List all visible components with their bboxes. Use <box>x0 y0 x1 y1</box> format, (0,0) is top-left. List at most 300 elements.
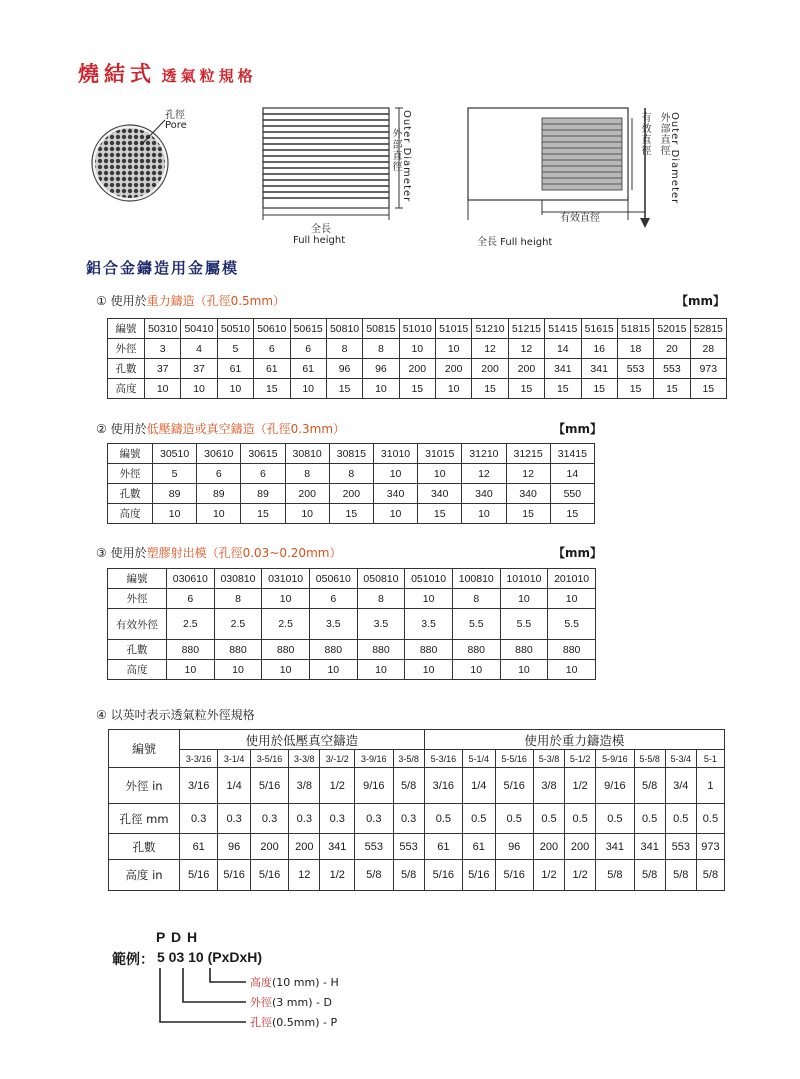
table3-row <box>108 640 596 660</box>
table2-cell: 5 <box>153 464 197 484</box>
table2-unit: 【mm】 <box>553 422 603 436</box>
table3-cell: 880 <box>309 640 357 660</box>
table1-cell: 51215 <box>508 319 544 339</box>
table3-cell: 2.5 <box>262 609 310 640</box>
full-height-en-1: Full height <box>293 235 346 246</box>
table4-cell: 200 <box>250 834 288 860</box>
table3-cell: 201010 <box>548 569 596 589</box>
table4-cell: 5/16 <box>250 768 288 804</box>
table3-cell: 880 <box>262 640 310 660</box>
title-main: 燒結式 <box>78 62 156 86</box>
table1-cell: 15 <box>326 379 362 399</box>
table3-cell: 051010 <box>405 569 453 589</box>
table1-cell: 8 <box>326 339 362 359</box>
table1-row-label: 孔數 <box>108 359 145 379</box>
table1-cell: 15 <box>581 379 617 399</box>
table2-cell: 31215 <box>506 444 550 464</box>
table3-caption <box>96 544 341 561</box>
table3-row-label: 外徑 <box>108 589 167 609</box>
table3-cell: 030610 <box>167 569 215 589</box>
table3-cell: 10 <box>167 660 215 680</box>
table4-cell: 5/16 <box>463 860 495 891</box>
table4-cell: 96 <box>495 834 533 860</box>
table2-cell: 15 <box>241 504 285 524</box>
table2-cell: 8 <box>285 464 329 484</box>
table3-cell: 10 <box>262 660 310 680</box>
example-leader-lines <box>150 966 250 1028</box>
table4-cell: 0.5 <box>665 804 696 834</box>
title-sub: 透氣粒規格 <box>161 67 257 85</box>
table1-cell: 10 <box>181 379 217 399</box>
table3-cell: 10 <box>262 589 310 609</box>
table3-cell: 5.5 <box>548 609 596 640</box>
table4-cell: 1 <box>696 768 724 804</box>
table2-cell: 12 <box>462 464 506 484</box>
table3-cell: 10 <box>548 660 596 680</box>
table3-cell: 8 <box>357 589 405 609</box>
table4-cell: 0.5 <box>533 804 564 834</box>
table1-gravity-casting <box>107 318 727 399</box>
table4-cell: 5/8 <box>355 860 393 891</box>
table4-cell: 1/2 <box>533 860 564 891</box>
table2-row <box>108 504 595 524</box>
table4-row-label: 孔數 <box>109 834 180 860</box>
table1-cell: 51415 <box>545 319 581 339</box>
table4-row <box>109 860 725 891</box>
table4-cell: 0.5 <box>596 804 634 834</box>
table3-cell: 2.5 <box>214 609 262 640</box>
table1-cell: 28 <box>690 339 726 359</box>
table2-highlight: 低壓鑄造或真空鑄造（孔徑0.3mm） <box>146 422 346 436</box>
table1-cell: 37 <box>145 359 181 379</box>
table2-prefix: ② 使用於 <box>96 422 147 436</box>
table4-code-cell: 5-5/8 <box>634 750 665 768</box>
table4-cell: 0.3 <box>355 804 393 834</box>
table2-row <box>108 444 595 464</box>
table3-cell: 880 <box>357 640 405 660</box>
page-title <box>78 58 257 88</box>
table4-cell: 0.3 <box>218 804 250 834</box>
legend-pore-val: (0.5mm) - P <box>272 1016 338 1029</box>
table4-code-cell: 5-1/4 <box>463 750 495 768</box>
table3-cell: 6 <box>167 589 215 609</box>
table4-code-cell: 3-3/8 <box>289 750 320 768</box>
table1-cell: 61 <box>217 359 253 379</box>
table2-cell: 30510 <box>153 444 197 464</box>
table2-row <box>108 464 595 484</box>
table2-cell: 15 <box>418 504 462 524</box>
table4-cell: 1/4 <box>218 768 250 804</box>
table4-cell: 5/16 <box>495 860 533 891</box>
table2-row-label: 高度 <box>108 504 153 524</box>
table2-cell: 31010 <box>373 444 417 464</box>
table1-cell: 200 <box>508 359 544 379</box>
table1-cell: 10 <box>145 379 181 399</box>
table1-cell: 18 <box>617 339 653 359</box>
table1-cell: 15 <box>654 379 690 399</box>
example-letters: P D H <box>156 929 199 945</box>
table1-cell: 10 <box>436 339 472 359</box>
table4-cell: 0.5 <box>565 804 596 834</box>
table3-cell: 3.5 <box>309 609 357 640</box>
table4-cell: 61 <box>180 834 218 860</box>
table4-cell: 5/16 <box>218 860 250 891</box>
table1-cell: 200 <box>399 359 435 379</box>
table4-cell: 3/4 <box>665 768 696 804</box>
table2-cell: 31015 <box>418 444 462 464</box>
table4-cell: 5/8 <box>696 860 724 891</box>
table1-cell: 37 <box>181 359 217 379</box>
table4-code-cell: 5-3/8 <box>533 750 564 768</box>
table4-cell: 1/2 <box>565 860 596 891</box>
table2-cell: 30610 <box>197 444 241 464</box>
table2-cell: 340 <box>506 484 550 504</box>
table1-row-label: 高度 <box>108 379 145 399</box>
table4-cell: 0.3 <box>250 804 288 834</box>
table3-cell: 2.5 <box>167 609 215 640</box>
table4-cell: 5/8 <box>665 860 696 891</box>
table3-highlight: 塑膠射出模（孔徑0.03~0.20mm） <box>146 546 342 560</box>
table3-cell: 880 <box>548 640 596 660</box>
table2-cell: 12 <box>506 464 550 484</box>
table3-unit: 【mm】 <box>553 546 603 560</box>
table3-cell: 101010 <box>500 569 548 589</box>
table4-row-label: 外徑 in <box>109 768 180 804</box>
table3-cell: 10 <box>214 660 262 680</box>
table3-cell: 10 <box>548 589 596 609</box>
table4-cell: 0.5 <box>495 804 533 834</box>
table2-low-pressure <box>107 443 595 524</box>
table1-cell: 51615 <box>581 319 617 339</box>
table4-code-cell: 3-5/8 <box>393 750 424 768</box>
table1-cell: 15 <box>508 379 544 399</box>
table4-inch-spec <box>108 729 725 891</box>
table4-group-row <box>109 730 725 750</box>
outer-diameter-zh-1: 外部直徑 <box>390 128 401 172</box>
table3-row <box>108 660 596 680</box>
table2-cell: 89 <box>197 484 241 504</box>
table2-cell: 15 <box>550 504 594 524</box>
table2-row-label: 孔數 <box>108 484 153 504</box>
table3-row-label: 有效外徑 <box>108 609 167 640</box>
table2-cell: 10 <box>418 464 462 484</box>
table2-row-label: 外徑 <box>108 464 153 484</box>
table4-row-label: 孔徑 mm <box>109 804 180 834</box>
legend-height <box>250 974 339 990</box>
table4-cell: 61 <box>463 834 495 860</box>
table4-cell: 3/16 <box>424 768 462 804</box>
table3-row <box>108 569 596 589</box>
table4-cell: 200 <box>533 834 564 860</box>
table4-cell: 0.5 <box>424 804 462 834</box>
table4-cell: 3/8 <box>533 768 564 804</box>
table1-cell: 6 <box>290 339 326 359</box>
table4-cell: 553 <box>665 834 696 860</box>
table4-cell: 3/16 <box>180 768 218 804</box>
table1-cell: 973 <box>690 359 726 379</box>
table3-cell: 050810 <box>357 569 405 589</box>
table4-code-header: 編號 <box>109 730 180 768</box>
table4-group-low: 使用於低壓真空鑄造 <box>180 730 425 750</box>
table1-cell: 553 <box>617 359 653 379</box>
table2-caption <box>96 420 345 437</box>
table4-code-cell: 3-9/16 <box>355 750 393 768</box>
table2-cell: 30810 <box>285 444 329 464</box>
example-value: 5 03 10 (PxDxH) <box>157 949 263 965</box>
table4-cell: 553 <box>393 834 424 860</box>
table4-cell: 973 <box>696 834 724 860</box>
table2-cell: 6 <box>197 464 241 484</box>
effective-diameter-vert: 有效直徑 <box>639 112 650 156</box>
table2-cell: 200 <box>285 484 329 504</box>
table1-cell: 50815 <box>363 319 399 339</box>
table3-cell: 5.5 <box>500 609 548 640</box>
table2-cell: 31210 <box>462 444 506 464</box>
table1-cell: 12 <box>472 339 508 359</box>
table4-cell: 9/16 <box>596 768 634 804</box>
table3-cell: 880 <box>500 640 548 660</box>
table1-row-label: 編號 <box>108 319 145 339</box>
table3-cell: 880 <box>214 640 262 660</box>
table3-row-label: 編號 <box>108 569 167 589</box>
table4-cell: 3/8 <box>289 768 320 804</box>
table1-prefix: ① 使用於 <box>96 294 147 308</box>
table4-cell: 0.3 <box>289 804 320 834</box>
table1-cell: 51015 <box>436 319 472 339</box>
table1-caption <box>96 292 285 309</box>
table1-cell: 15 <box>545 379 581 399</box>
table2-cell: 89 <box>241 484 285 504</box>
table4-code-cell: 5-5/16 <box>495 750 533 768</box>
table1-cell: 50615 <box>290 319 326 339</box>
table4-cell: 341 <box>634 834 665 860</box>
table4-code-cell: 3-1/4 <box>218 750 250 768</box>
table1-cell: 5 <box>217 339 253 359</box>
cylinder-side-diagram <box>255 100 405 230</box>
table2-cell: 340 <box>418 484 462 504</box>
table1-cell: 341 <box>581 359 617 379</box>
table2-cell: 15 <box>329 504 373 524</box>
legend-pore <box>250 1014 337 1030</box>
table4-cell: 200 <box>289 834 320 860</box>
table4-cell: 5/16 <box>424 860 462 891</box>
table2-cell: 8 <box>329 464 373 484</box>
table4-cell: 1/4 <box>463 768 495 804</box>
table4-cell: 0.5 <box>696 804 724 834</box>
table3-cell: 880 <box>405 640 453 660</box>
table3-cell: 3.5 <box>405 609 453 640</box>
table4-cell: 1/2 <box>565 768 596 804</box>
table2-cell: 10 <box>153 504 197 524</box>
outer-diameter-en-1: Outer Diameter <box>401 110 412 203</box>
table3-cell: 880 <box>452 640 500 660</box>
table2-cell: 14 <box>550 464 594 484</box>
table3-prefix: ③ 使用於 <box>96 546 147 560</box>
table4-code-cell: 5-3/4 <box>665 750 696 768</box>
table1-cell: 50810 <box>326 319 362 339</box>
table4-cell: 553 <box>355 834 393 860</box>
table1-cell: 15 <box>254 379 290 399</box>
table4-cell: 5/16 <box>250 860 288 891</box>
pore-diagram <box>85 110 205 215</box>
legend-height-zh: 高度 <box>250 976 272 989</box>
legend-outer-zh: 外徑 <box>250 996 272 1009</box>
table1-cell: 51815 <box>617 319 653 339</box>
pore-label-zh: 孔徑 <box>165 110 185 121</box>
table1-cell: 8 <box>363 339 399 359</box>
table3-cell: 5.5 <box>452 609 500 640</box>
table1-cell: 15 <box>472 379 508 399</box>
pore-label-en: Pore <box>165 120 187 131</box>
table3-cell: 10 <box>357 660 405 680</box>
table1-cell: 10 <box>217 379 253 399</box>
table1-cell: 61 <box>254 359 290 379</box>
table1-cell: 10 <box>363 379 399 399</box>
legend-outer-val: (3 mm) - D <box>272 996 332 1009</box>
table3-row <box>108 609 596 640</box>
table2-cell: 30615 <box>241 444 285 464</box>
table3-cell: 10 <box>500 660 548 680</box>
table1-cell: 50510 <box>217 319 253 339</box>
table4-cell: 0.3 <box>393 804 424 834</box>
table2-cell: 10 <box>373 464 417 484</box>
table2-row <box>108 484 595 504</box>
table4-cell: 5/16 <box>495 768 533 804</box>
legend-outer <box>250 994 332 1010</box>
table1-cell: 51010 <box>399 319 435 339</box>
table1-cell: 96 <box>326 359 362 379</box>
table4-code-cell: 3/-1/2 <box>320 750 355 768</box>
table2-cell: 6 <box>241 464 285 484</box>
full-height-inline: 全長 Full height <box>477 237 553 248</box>
table1-cell: 15 <box>617 379 653 399</box>
table1-row <box>108 319 727 339</box>
table1-cell: 10 <box>399 339 435 359</box>
outer-diameter-zh-2: 外部直徑 <box>658 112 669 156</box>
table4-cell: 0.5 <box>463 804 495 834</box>
table4-code-cell: 5-1 <box>696 750 724 768</box>
table3-cell: 8 <box>214 589 262 609</box>
table1-cell: 6 <box>254 339 290 359</box>
table3-cell: 031010 <box>262 569 310 589</box>
table1-cell: 50410 <box>181 319 217 339</box>
table3-cell: 10 <box>405 660 453 680</box>
table4-code-cell: 3-5/16 <box>250 750 288 768</box>
table2-cell: 340 <box>373 484 417 504</box>
table2-cell: 200 <box>329 484 373 504</box>
table3-cell: 10 <box>309 660 357 680</box>
table4-cell: 61 <box>424 834 462 860</box>
table1-cell: 10 <box>436 379 472 399</box>
table3-row-label: 高度 <box>108 660 167 680</box>
table2-cell: 550 <box>550 484 594 504</box>
table1-row <box>108 379 727 399</box>
table1-cell: 341 <box>545 359 581 379</box>
table4-cell: 341 <box>320 834 355 860</box>
table1-cell: 50310 <box>145 319 181 339</box>
table1-cell: 200 <box>472 359 508 379</box>
table1-cell: 200 <box>436 359 472 379</box>
table2-cell: 10 <box>373 504 417 524</box>
table4-row <box>109 834 725 860</box>
table4-code-cell: 5-1/2 <box>565 750 596 768</box>
table3-cell: 030810 <box>214 569 262 589</box>
table3-cell: 10 <box>452 660 500 680</box>
table2-cell: 31415 <box>550 444 594 464</box>
table1-cell: 553 <box>654 359 690 379</box>
table1-row-label: 外徑 <box>108 339 145 359</box>
effective-diameter-label: 有效直徑 <box>560 213 600 224</box>
table4-row-label: 高度 in <box>109 860 180 891</box>
table3-cell: 050610 <box>309 569 357 589</box>
table2-cell: 10 <box>285 504 329 524</box>
table4-code-row <box>109 750 725 768</box>
example-label: 範例： <box>112 951 154 967</box>
table2-cell: 340 <box>462 484 506 504</box>
table1-cell: 61 <box>290 359 326 379</box>
table4-cell: 200 <box>565 834 596 860</box>
table4-code-cell: 3-3/16 <box>180 750 218 768</box>
section-title: 鋁合金鑄造用金屬模 <box>86 259 240 277</box>
table4-cell: 341 <box>596 834 634 860</box>
table4-cell: 0.3 <box>320 804 355 834</box>
table1-cell: 14 <box>545 339 581 359</box>
table4-code-cell: 5-9/16 <box>596 750 634 768</box>
table4-cell: 0.5 <box>634 804 665 834</box>
table3-row <box>108 589 596 609</box>
table4-cell: 5/8 <box>393 860 424 891</box>
table4-cell: 5/8 <box>393 768 424 804</box>
outer-diameter-en-2: Outer Diameter <box>669 112 680 205</box>
table3-row-label: 孔數 <box>108 640 167 660</box>
table1-cell: 4 <box>181 339 217 359</box>
table2-cell: 15 <box>506 504 550 524</box>
table3-cell: 3.5 <box>357 609 405 640</box>
full-height-zh-1: 全長 <box>311 224 331 235</box>
table1-cell: 3 <box>145 339 181 359</box>
table1-cell: 15 <box>399 379 435 399</box>
table4-cell: 1/2 <box>320 768 355 804</box>
table4-cell: 1/2 <box>320 860 355 891</box>
table4-row <box>109 768 725 804</box>
table1-row <box>108 359 727 379</box>
table4-cell: 5/8 <box>634 768 665 804</box>
table4-cell: 5/16 <box>180 860 218 891</box>
table1-cell: 12 <box>508 339 544 359</box>
table1-cell: 51210 <box>472 319 508 339</box>
table1-unit: 【mm】 <box>676 294 726 308</box>
table4-cell: 5/8 <box>596 860 634 891</box>
table1-cell: 52015 <box>654 319 690 339</box>
legend-height-val: (10 mm) - H <box>272 976 339 989</box>
table4-cell: 0.3 <box>180 804 218 834</box>
table3-cell: 880 <box>167 640 215 660</box>
table1-cell: 15 <box>690 379 726 399</box>
table3-plastic-injection <box>107 568 596 680</box>
table1-cell: 96 <box>363 359 399 379</box>
table3-cell: 6 <box>309 589 357 609</box>
table3-cell: 10 <box>500 589 548 609</box>
table3-cell: 8 <box>452 589 500 609</box>
table4-cell: 96 <box>218 834 250 860</box>
table4-cell: 9/16 <box>355 768 393 804</box>
table2-row-label: 編號 <box>108 444 153 464</box>
table3-cell: 10 <box>405 589 453 609</box>
table4-caption: ④ 以英吋表示透氣粒外徑規格 <box>96 708 255 722</box>
table1-cell: 10 <box>290 379 326 399</box>
table2-cell: 89 <box>153 484 197 504</box>
table1-row <box>108 339 727 359</box>
